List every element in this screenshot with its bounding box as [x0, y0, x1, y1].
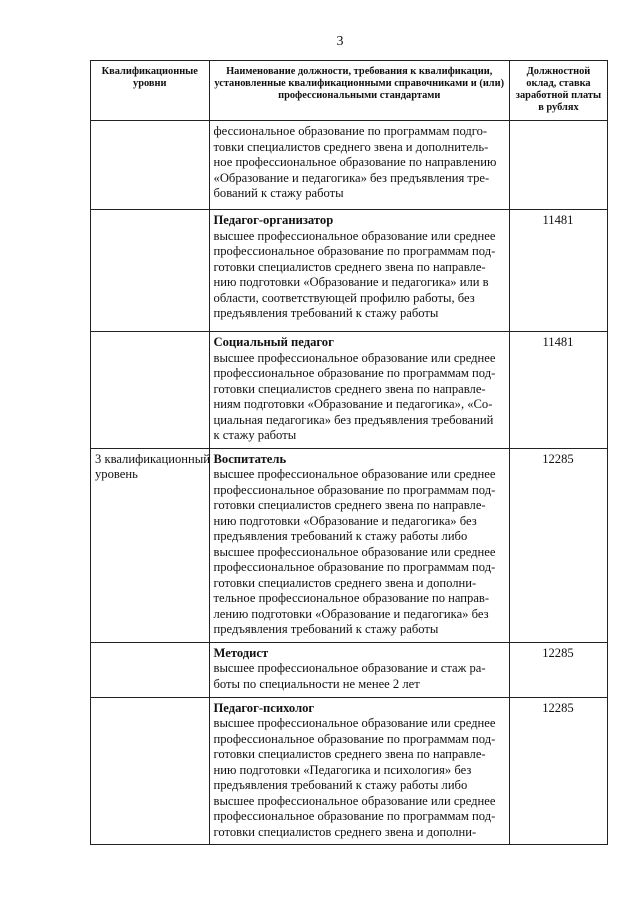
requirement-line: высшее профессиональное образование или среднее	[213, 716, 496, 730]
requirement-line: предъявления требований к стажу работы либо	[213, 778, 468, 792]
requirement-line: нию подготовки «Педагогика и психология» без	[213, 762, 472, 777]
requirement-line: готовки специалистов среднего звена и дополни-	[213, 575, 477, 590]
salary-cell: 11481	[509, 210, 607, 332]
qualification-level-cell	[91, 448, 210, 642]
salary-cell	[509, 121, 607, 210]
requirement-line: высшее профессиональное образование или среднее	[213, 793, 496, 808]
position-title: Воспитатель	[213, 451, 287, 466]
salary-cell: 11481	[509, 332, 607, 449]
position-requirements-cell	[209, 332, 509, 449]
position-requirements-cell	[209, 121, 509, 210]
requirement-line: товки специалистов среднего звена и дополнитель-	[213, 139, 489, 154]
requirement-line: ниям подготовки «Образование и педагогика», «Со-	[213, 397, 493, 411]
requirement-line: к стажу работы	[213, 428, 297, 442]
table-body	[91, 121, 608, 845]
table-row	[91, 121, 608, 210]
qualification-table	[90, 60, 608, 845]
header-position-requirements: Наименование должности, требования к квалификации, установленные квалификационными справочниками и (или) профессиональными стандартами	[209, 61, 509, 121]
requirement-line: тельное профессиональное образование по направ-	[213, 591, 490, 605]
requirement-line: профессиональное образование по программам под-	[213, 366, 496, 380]
qualification-level-text: уровень	[95, 467, 138, 481]
requirement-line: боты по специальности не менее 2 лет	[213, 676, 420, 691]
table-row	[91, 332, 608, 449]
requirement-line: высшее профессиональное образование или среднее	[213, 228, 496, 243]
position-requirements-cell	[209, 448, 509, 642]
header-salary: Должностной оклад, ставка заработной платы в рублях	[509, 61, 607, 121]
salary-cell: 12285	[509, 642, 607, 697]
requirement-line: готовки специалистов среднего звена и дополни-	[213, 824, 477, 839]
requirement-line: высшее профессиональное образование или среднее	[213, 467, 496, 481]
requirement-line: бований к стажу работы	[213, 186, 344, 200]
requirement-line: профессиональное образование по программам под-	[213, 731, 496, 746]
requirement-line: профессиональное образование по программам под-	[213, 560, 496, 574]
requirement-line: фессиональное образование по программам подго-	[213, 124, 488, 138]
requirement-line: предъявления требований к стажу работы	[213, 306, 439, 320]
qualification-level-cell	[91, 642, 210, 697]
position-requirements-cell	[209, 210, 509, 332]
table-row	[91, 448, 608, 642]
requirement-line: высшее профессиональное образование или среднее	[213, 350, 496, 365]
position-requirements-cell	[209, 697, 509, 845]
requirement-line: готовки специалистов среднего звена по направле-	[213, 381, 486, 396]
position-title: Социальный педагог	[213, 335, 334, 349]
requirement-line: высшее профессиональное образование или среднее	[213, 544, 496, 559]
header-qualification-levels: Квалификационные уровни	[91, 61, 210, 121]
requirement-line: лению подготовки «Образование и педагогика» без	[213, 606, 489, 621]
salary-cell: 12285	[509, 448, 607, 642]
requirement-line: высшее профессиональное образование и стаж ра-	[213, 661, 486, 675]
table-row	[91, 697, 608, 845]
salary-cell: 12285	[509, 697, 607, 845]
qualification-level-cell	[91, 210, 210, 332]
table-row	[91, 210, 608, 332]
requirement-line: ное профессиональное образование по направлению	[213, 155, 497, 169]
requirement-line: предъявления требований к стажу работы либо	[213, 529, 468, 543]
position-title: Педагог-организатор	[213, 213, 334, 227]
table-header-row	[91, 61, 608, 121]
requirement-line: профессиональное образование по программам под-	[213, 482, 496, 497]
page-number: 3	[336, 34, 344, 49]
requirement-line: циальная педагогика» без предъявления требований	[213, 412, 494, 427]
qualification-level-cell	[91, 332, 210, 449]
requirement-line: готовки специалистов среднего звена по направле-	[213, 498, 486, 512]
qualification-level-cell	[91, 697, 210, 845]
requirement-line: готовки специалистов среднего звена по направле-	[213, 747, 486, 761]
requirement-line: профессиональное образование по программам под-	[213, 244, 496, 258]
requirement-line: предъявления требований к стажу работы	[213, 622, 439, 636]
requirement-line: «Образование и педагогика» без предъявления тре-	[213, 170, 490, 185]
position-title: Педагог-психолог	[213, 700, 315, 715]
table-row	[91, 642, 608, 697]
requirement-line: нию подготовки «Образование и педагогика» без	[213, 513, 477, 528]
position-requirements-cell	[209, 642, 509, 697]
requirement-line: профессиональное образование по программам под-	[213, 809, 496, 823]
qualification-level-cell	[91, 121, 210, 210]
requirement-line: области, соответствующей профилю работы, без	[213, 290, 475, 305]
position-title: Методист	[213, 645, 269, 660]
requirement-line: готовки специалистов среднего звена по направле-	[213, 259, 486, 274]
requirement-line: нию подготовки «Образование и педагогика» или в	[213, 275, 489, 289]
qualification-level-text: 3 квалификационный	[95, 451, 210, 466]
